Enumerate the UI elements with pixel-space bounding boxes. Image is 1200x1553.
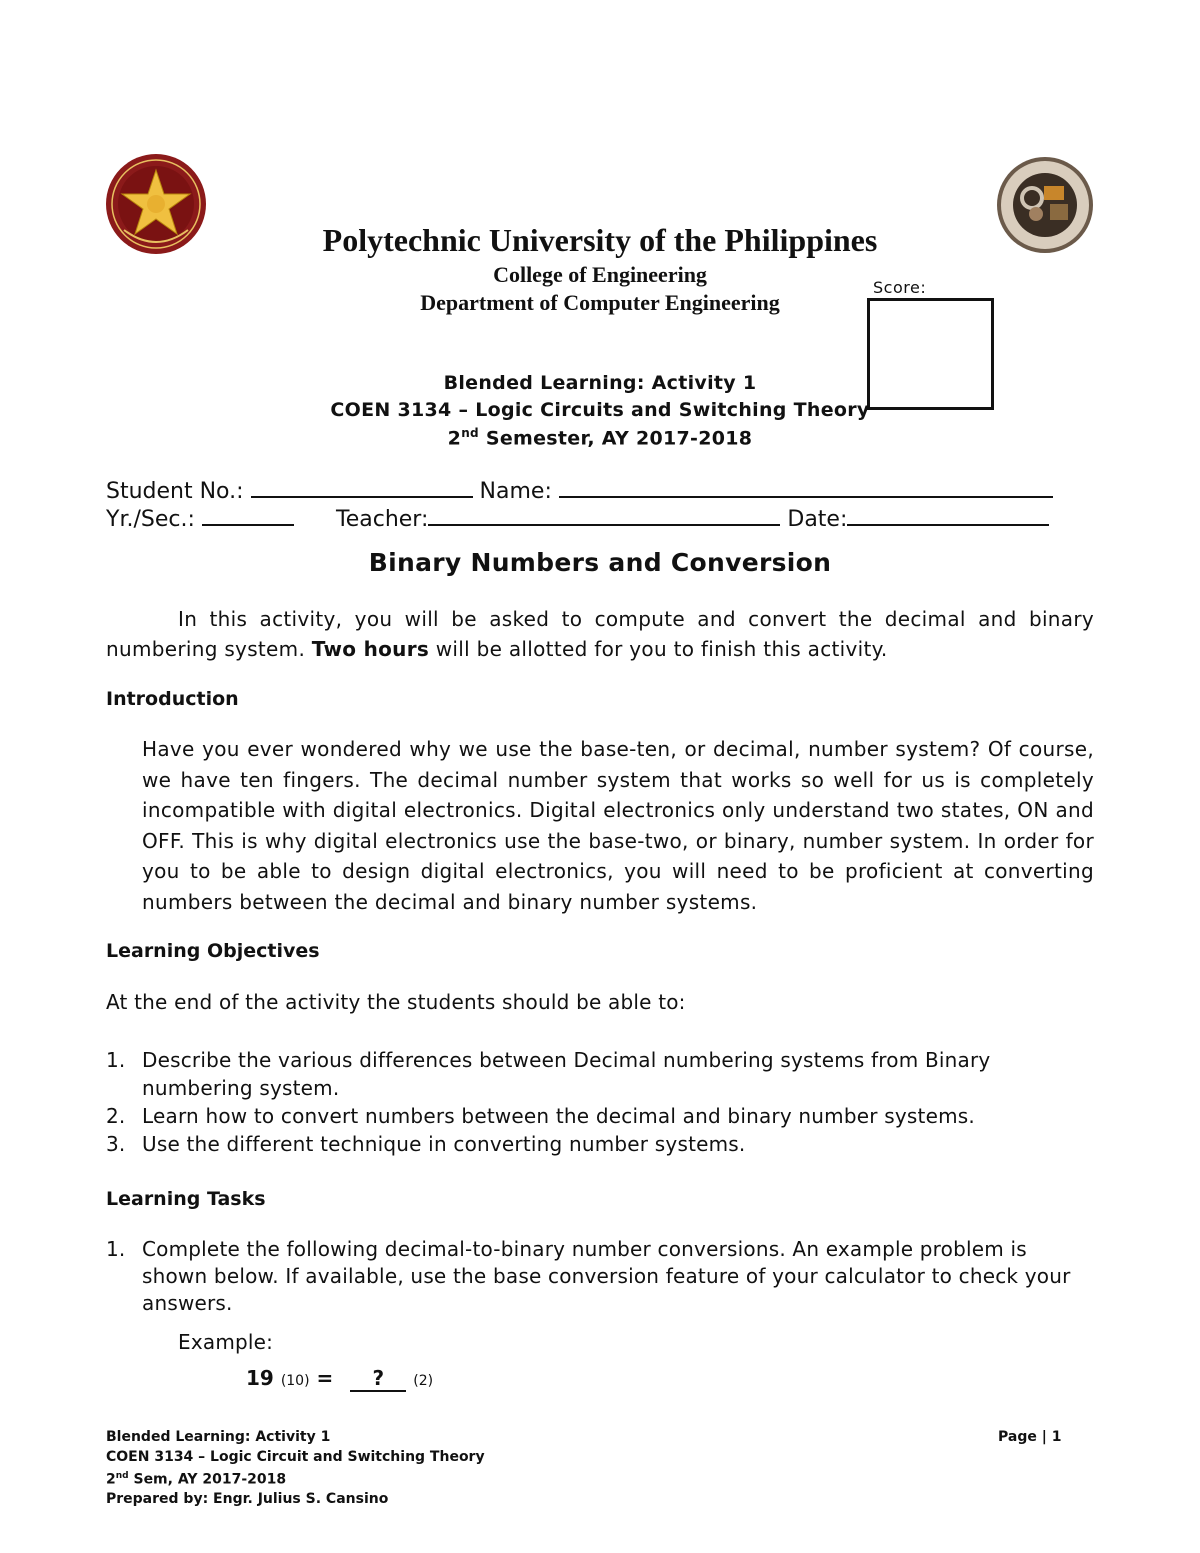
name-line[interactable] — [559, 476, 1053, 498]
yr-sec-field[interactable] — [106, 504, 294, 532]
score-label: Score: — [873, 278, 927, 297]
teacher-label: Teacher: — [336, 507, 429, 532]
document-title: Binary Numbers and Conversion — [368, 548, 832, 577]
college-name: College of Engineering — [493, 262, 707, 287]
footer-line-3: 2nd Sem, AY 2017-2018 — [106, 1471, 287, 1488]
page-number: Page | 1 — [998, 1429, 1062, 1445]
tasks-heading: Learning Tasks — [106, 1188, 266, 1210]
footer-line-4: Prepared by: Engr. Julius S. Cansino — [106, 1491, 389, 1508]
date-label: Date: — [787, 507, 848, 532]
objectives-heading: Learning Objectives — [106, 940, 320, 962]
introduction-body: Have you ever wondered why we use the base-ten, or decimal, number system? Of course, we have ten fingers. The decimal number system that works so well for us is completely incompatible with digital electronics. Digital electronics only understand two states, ON and OFF. This is why digital electronics use the base-two, or binary, number system. In order for you to be able to design digital electronics, you will need to be proficient at converting numbers between the decimal and binary number systems. — [142, 737, 1094, 914]
example-equation — [246, 1366, 433, 1392]
objective-item-2: 2. Learn how to convert numbers between the decimal and binary number systems. — [106, 1104, 975, 1128]
footer-line-2: COEN 3134 – Logic Circuit and Switching Theory — [106, 1448, 485, 1465]
footer-line-1: Blended Learning: Activity 1 — [106, 1429, 331, 1445]
task-item-1: 1. Complete the following decimal-to-binary number conversions. An example problem is shown below. If available, use the base conversion feature of your calculator to check your answers. — [106, 1237, 1071, 1315]
yr-sec-line[interactable] — [202, 504, 294, 526]
student-no-line[interactable] — [251, 476, 473, 498]
example-label: Example: — [178, 1330, 274, 1354]
name-label: Name: — [479, 479, 552, 504]
semester-line: 2nd Semester, AY 2017-2018 — [447, 426, 753, 450]
activity-title: Blended Learning: Activity 1 — [443, 372, 757, 394]
objectives-intro: At the end of the activity the students should be able to: — [106, 990, 686, 1014]
objective-item-1: 1. Describe the various differences between Decimal numbering systems from Binary numbering system. — [106, 1048, 991, 1100]
student-no-field[interactable] — [106, 476, 1053, 504]
example-equals: = — [316, 1366, 334, 1390]
date-line[interactable] — [847, 504, 1049, 526]
teacher-line[interactable] — [428, 504, 780, 526]
example-value: 19 — [246, 1366, 274, 1390]
teacher-field[interactable] — [336, 504, 1049, 532]
department-name: Department of Computer Engineering — [420, 290, 780, 315]
example-base-to: (2) — [413, 1373, 434, 1389]
yr-sec-label: Yr./Sec.: — [106, 507, 195, 532]
introduction-heading: Introduction — [106, 688, 239, 710]
example-base-from: (10) — [280, 1373, 310, 1389]
objective-item-3: 3. Use the different technique in converting number systems. — [106, 1132, 746, 1156]
course-title: COEN 3134 – Logic Circuits and Switching Theory — [330, 399, 870, 421]
student-no-label: Student No.: — [106, 479, 244, 504]
example-answer: ? — [350, 1366, 406, 1392]
university-name: Polytechnic University of the Philippines — [322, 222, 878, 258]
intro-paragraph: In this activity, you will be asked to compute and convert the decimal and binary numbering system. Two hours will be allotted for you to finish this activity. — [106, 607, 1094, 661]
footer-info — [106, 1428, 485, 1510]
